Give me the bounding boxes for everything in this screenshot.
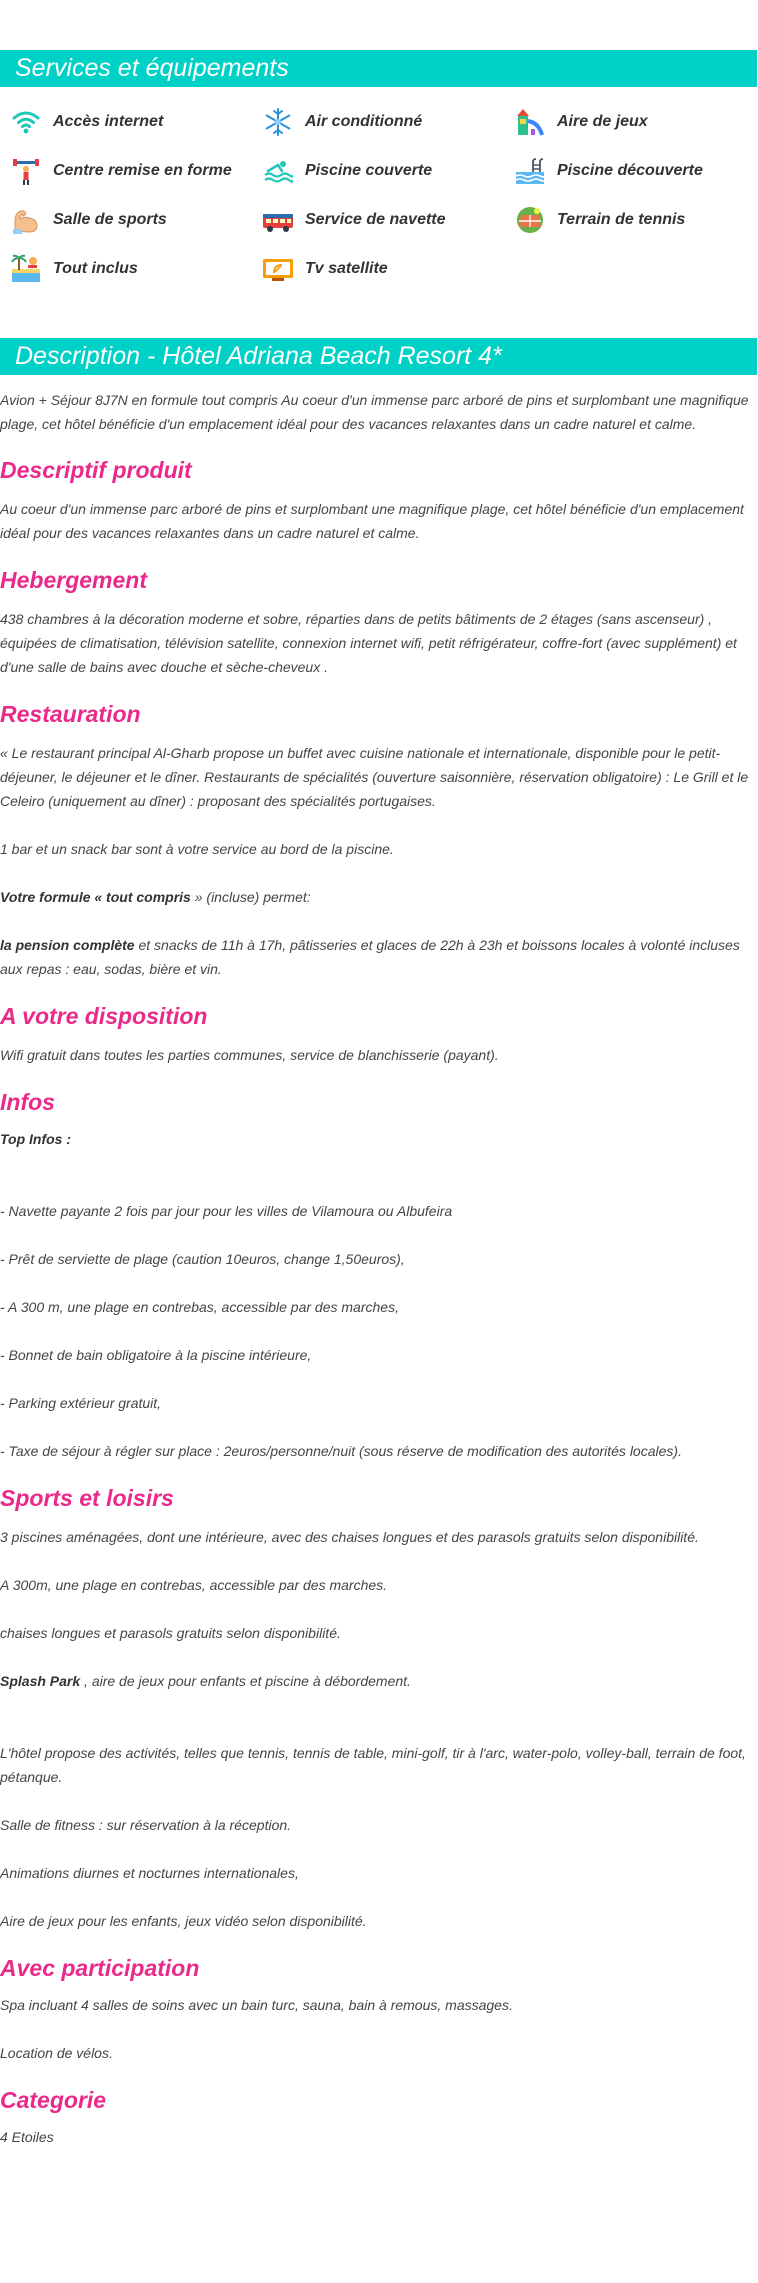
section-text: 4 Etoiles xyxy=(0,2129,54,2145)
section-text: 3 piscines aménagées, dont une intérieure, avec des chaises longues et des parasols gratuits selon disponibilité. xyxy=(0,1529,699,1545)
section-text: 1 bar et un snack bar sont à votre service au bord de la piscine. xyxy=(0,841,394,857)
section-text: Aire de jeux pour les enfants, jeux vidéo selon disponibilité. xyxy=(0,1913,367,1929)
service-item xyxy=(10,244,262,293)
section-text: Au coeur d'un immense parc arboré de pins et surplombant une magnifique plage, cet hôtel bénéficie d'un emplacement idéal pour des vacances relaxantes dans un cadre naturel et calme. xyxy=(0,501,744,541)
section-text: Spa incluant 4 salles de soins avec un bain turc, sauna, bain à remous, massages. xyxy=(0,1997,513,2013)
section-text xyxy=(0,1127,758,1151)
shuttle-bus-icon xyxy=(262,204,294,236)
section-heading: A votre disposition xyxy=(0,1003,208,1029)
snowflake-icon xyxy=(262,106,294,138)
service-label: Piscine couverte xyxy=(305,161,433,179)
services-grid xyxy=(0,97,758,293)
section-text xyxy=(0,1669,758,1693)
text-span: » (incluse) permet: xyxy=(190,889,311,905)
muscle-arm-icon xyxy=(10,204,42,236)
outdoor-pool-icon xyxy=(514,155,546,187)
section-text: Location de vélos. xyxy=(0,2045,113,2061)
service-item xyxy=(514,97,758,146)
section-text xyxy=(0,885,758,909)
bold-text: la pension complète xyxy=(0,937,135,953)
description-content xyxy=(0,388,758,2149)
info-item: - Taxe de séjour à régler sur place : 2euros/personne/nuit (sous réserve de modification des autorités locales). xyxy=(0,1443,682,1459)
indoor-pool-icon xyxy=(262,155,294,187)
service-item xyxy=(514,195,758,244)
section-text: « Le restaurant principal Al-Gharb propose un buffet avec cuisine nationale et internationale, disponible pour le petit-déjeuner, le déjeuner et le dîner. Restaurants de spécialités (ouverture saisonnière, réservation obligatoire) : Le Grill et le Celeiro (uniquement au dîner) : proposant des spécialités portugaises. xyxy=(0,745,749,809)
service-item xyxy=(10,195,262,244)
service-item xyxy=(514,146,758,195)
service-label: Tout inclus xyxy=(53,259,138,277)
text-span: , aire de jeux pour enfants et piscine à débordement. xyxy=(80,1673,411,1689)
text-span: et snacks de 11h à 17h, pâtisseries et glaces de 22h à 23h et boissons locales à volonté incluses aux repas : eau, sodas, bière et vin. xyxy=(0,937,740,977)
wifi-icon xyxy=(10,106,42,138)
service-label: Salle de sports xyxy=(53,210,167,228)
service-label: Service de navette xyxy=(305,210,446,228)
section-text xyxy=(0,933,758,981)
service-item xyxy=(262,195,514,244)
section-text: Salle de fitness : sur réservation à la réception. xyxy=(0,1817,292,1833)
info-item: - Parking extérieur gratuit, xyxy=(0,1395,162,1411)
service-label: Piscine découverte xyxy=(557,161,703,179)
service-label: Centre remise en forme xyxy=(53,161,232,179)
section-heading: Restauration xyxy=(0,701,141,727)
service-label: Accès internet xyxy=(53,112,164,130)
info-item: - Prêt de serviette de plage (caution 10euros, change 1,50euros), xyxy=(0,1251,405,1267)
section-heading: Infos xyxy=(0,1089,55,1115)
service-label: Aire de jeux xyxy=(557,112,648,130)
section-text: L'hôtel propose des activités, telles que tennis, tennis de table, mini-golf, tir à l'arc, water-polo, volley-ball, terrain de foot, pétanque. xyxy=(0,1745,746,1785)
bold-text: Top Infos : xyxy=(0,1131,72,1147)
intro-paragraph: Avion + Séjour 8J7N en formule tout compris Au coeur d'un immense parc arboré de pins et surplombant une magnifique plage, cet hôtel bénéficie d'un emplacement idéal pour des vacances relaxantes dans un cadre naturel et calme. xyxy=(0,392,749,432)
service-item xyxy=(262,146,514,195)
fitness-icon xyxy=(10,155,42,187)
section-text: A 300m, une plage en contrebas, accessible par des marches. xyxy=(0,1577,388,1593)
service-label: Air conditionné xyxy=(305,112,423,130)
description-title-banner: Description - Hôtel Adriana Beach Resort 4* xyxy=(0,338,757,375)
service-item xyxy=(262,244,514,293)
all-inclusive-icon xyxy=(10,253,42,285)
section-heading: Avec participation xyxy=(0,1955,200,1981)
section-text: chaises longues et parasols gratuits selon disponibilité. xyxy=(0,1625,341,1641)
section-text: Animations diurnes et nocturnes internationales, xyxy=(0,1865,299,1881)
service-label: Terrain de tennis xyxy=(557,210,686,228)
section-heading: Hebergement xyxy=(0,567,147,593)
bold-text: Splash Park xyxy=(0,1673,81,1689)
info-item: - Bonnet de bain obligatoire à la piscine intérieure, xyxy=(0,1347,312,1363)
service-item xyxy=(10,97,262,146)
section-text: 438 chambres à la décoration moderne et sobre, réparties dans de petits bâtiments de 2 étages (sans ascenseur) , équipées de climatisation, télévision satellite, connexion internet wifi, petit réfrigérateur, coffre-fort (avec supplément) et d'une salle de bains avec douche et sèche-cheveux . xyxy=(0,611,737,675)
bold-text: Votre formule « tout compris xyxy=(0,889,191,905)
satellite-tv-icon xyxy=(262,253,294,285)
tennis-court-icon xyxy=(514,204,546,236)
section-heading: Descriptif produit xyxy=(0,457,192,483)
services-title-banner: Services et équipements xyxy=(0,50,757,87)
playground-icon xyxy=(514,106,546,138)
section-text: Wifi gratuit dans toutes les parties communes, service de blanchisserie (payant). xyxy=(0,1047,499,1063)
service-item xyxy=(10,146,262,195)
service-item xyxy=(262,97,514,146)
section-heading: Categorie xyxy=(0,2087,107,2113)
info-item: - A 300 m, une plage en contrebas, accessible par des marches, xyxy=(0,1299,399,1315)
section-heading: Sports et loisirs xyxy=(0,1485,174,1511)
info-item: - Navette payante 2 fois par jour pour les villes de Vilamoura ou Albufeira xyxy=(0,1203,453,1219)
service-label: Tv satellite xyxy=(305,259,388,277)
